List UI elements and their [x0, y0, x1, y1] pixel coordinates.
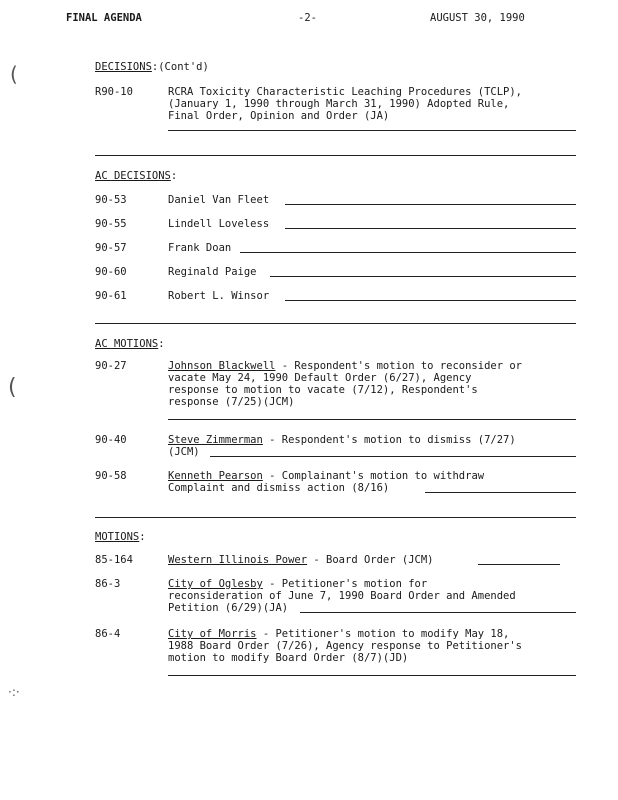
motion-number: 85-164 — [95, 554, 133, 566]
decision-line-2: (January 1, 1990 through March 31, 1990) Adopted Rule, — [168, 98, 510, 110]
ac-decisions-heading-suffix: : — [170, 170, 178, 182]
decision-line-3: Final Order, Opinion and Order (JA) — [168, 110, 390, 122]
motion-signature-line — [168, 675, 576, 676]
ac-decisions-heading — [95, 170, 177, 182]
motion-text: - Petitioner's motion for — [262, 578, 428, 590]
decisions-heading-label: DECISIONS — [95, 61, 152, 73]
ac-motion-text: - Respondent's motion to dismiss (7/27) — [262, 434, 516, 446]
motion-number: 86-3 — [95, 578, 121, 590]
motion-signature-line — [478, 564, 560, 565]
decision-line-1: RCRA Toxicity Characteristic Leaching Procedures (TCLP), — [168, 86, 523, 98]
decision-number: R90-10 — [95, 86, 133, 98]
ac-motion-text: - Respondent's motion to reconsider or — [275, 360, 523, 372]
ac-motion-signature-line — [425, 492, 576, 493]
ac-motion-number: 90-58 — [95, 470, 127, 482]
ac-decision-number: 90-61 — [95, 290, 127, 302]
ac-motion-line: vacate May 24, 1990 Default Order (6/27), Agency — [168, 372, 472, 384]
ac-decision-name: Daniel Van Fleet — [168, 194, 270, 206]
motion-line: reconsideration of June 7, 1990 Board Order and Amended — [168, 590, 516, 602]
ac-motions-heading-label: AC MOTIONS — [95, 338, 159, 350]
ac-decision-name: Robert L. Winsor — [168, 290, 270, 302]
motion-signature-line — [300, 612, 576, 613]
ac-decision-blank — [270, 276, 576, 277]
ac-decisions-heading-label: AC DECISIONS — [95, 170, 171, 182]
scan-mark-top: ( — [10, 62, 18, 86]
motion-party: Western Illinois Power — [168, 554, 308, 566]
motion-party: City of Oglesby — [168, 578, 263, 590]
ac-motion-line: response to motion to vacate (7/12), Respondent's — [168, 384, 478, 396]
scan-mark-bottom: ·:· — [8, 685, 20, 699]
motion-text: - Petitioner's motion to modify May 18, — [256, 628, 510, 640]
ac-motion-party: Steve Zimmerman — [168, 434, 263, 446]
ac-motion-line: (JCM) — [168, 446, 200, 458]
section-divider-1 — [95, 155, 576, 156]
motion-number: 86-4 — [95, 628, 121, 640]
ac-motions-heading-suffix: : — [158, 338, 165, 350]
decision-signature-line — [168, 130, 576, 131]
ac-motion-party: Johnson Blackwell — [168, 360, 276, 372]
motion-line-1 — [168, 628, 509, 640]
motion-line: 1988 Board Order (7/26), Agency response to Petitioner's — [168, 640, 523, 652]
ac-motion-signature-line — [168, 419, 576, 420]
motion-text: - Board Order (JCM) — [307, 554, 434, 566]
ac-decision-number: 90-53 — [95, 194, 127, 206]
ac-motion-signature-line — [210, 456, 576, 457]
ac-motion-line: response (7/25)(JCM) — [168, 396, 295, 408]
ac-motions-heading — [95, 338, 165, 350]
decisions-heading — [95, 61, 209, 73]
ac-decision-name: Reginald Paige — [168, 266, 257, 278]
ac-motion-line-1 — [168, 434, 516, 446]
ac-motion-text: - Complainant's motion to withdraw — [262, 470, 485, 482]
ac-motion-number: 90-27 — [95, 360, 127, 372]
motion-line-1 — [168, 578, 427, 590]
ac-decision-blank — [285, 204, 576, 205]
section-divider-3 — [95, 517, 576, 518]
motion-line-1 — [168, 554, 434, 566]
header-date: AUGUST 30, 1990 — [430, 12, 525, 24]
motions-heading-suffix: : — [139, 531, 146, 543]
section-divider-2 — [95, 323, 576, 324]
ac-decision-blank — [240, 252, 576, 253]
decisions-heading-suffix: :(Cont'd) — [151, 61, 209, 73]
scan-mark-middle: ( — [8, 375, 17, 400]
ac-decision-number: 90-60 — [95, 266, 127, 278]
motions-heading-label: MOTIONS — [95, 531, 140, 543]
ac-motion-line-1 — [168, 360, 522, 372]
ac-decision-blank — [285, 228, 576, 229]
ac-decision-name: Lindell Loveless — [168, 218, 270, 230]
ac-decision-number: 90-55 — [95, 218, 127, 230]
ac-motion-line-1 — [168, 470, 484, 482]
ac-motion-number: 90-40 — [95, 434, 127, 446]
motion-party: City of Morris — [168, 628, 257, 640]
motion-line: motion to modify Board Order (8/7)(JD) — [168, 652, 409, 664]
page-number: -2- — [298, 12, 317, 24]
ac-motion-line: Complaint and dismiss action (8/16) — [168, 482, 390, 494]
motions-heading — [95, 531, 146, 543]
header-left: FINAL AGENDA — [66, 12, 142, 24]
ac-decision-blank — [285, 300, 576, 301]
ac-decision-number: 90-57 — [95, 242, 127, 254]
ac-motion-party: Kenneth Pearson — [168, 470, 263, 482]
ac-decision-name: Frank Doan — [168, 242, 232, 254]
motion-line: Petition (6/29)(JA) — [168, 602, 289, 614]
